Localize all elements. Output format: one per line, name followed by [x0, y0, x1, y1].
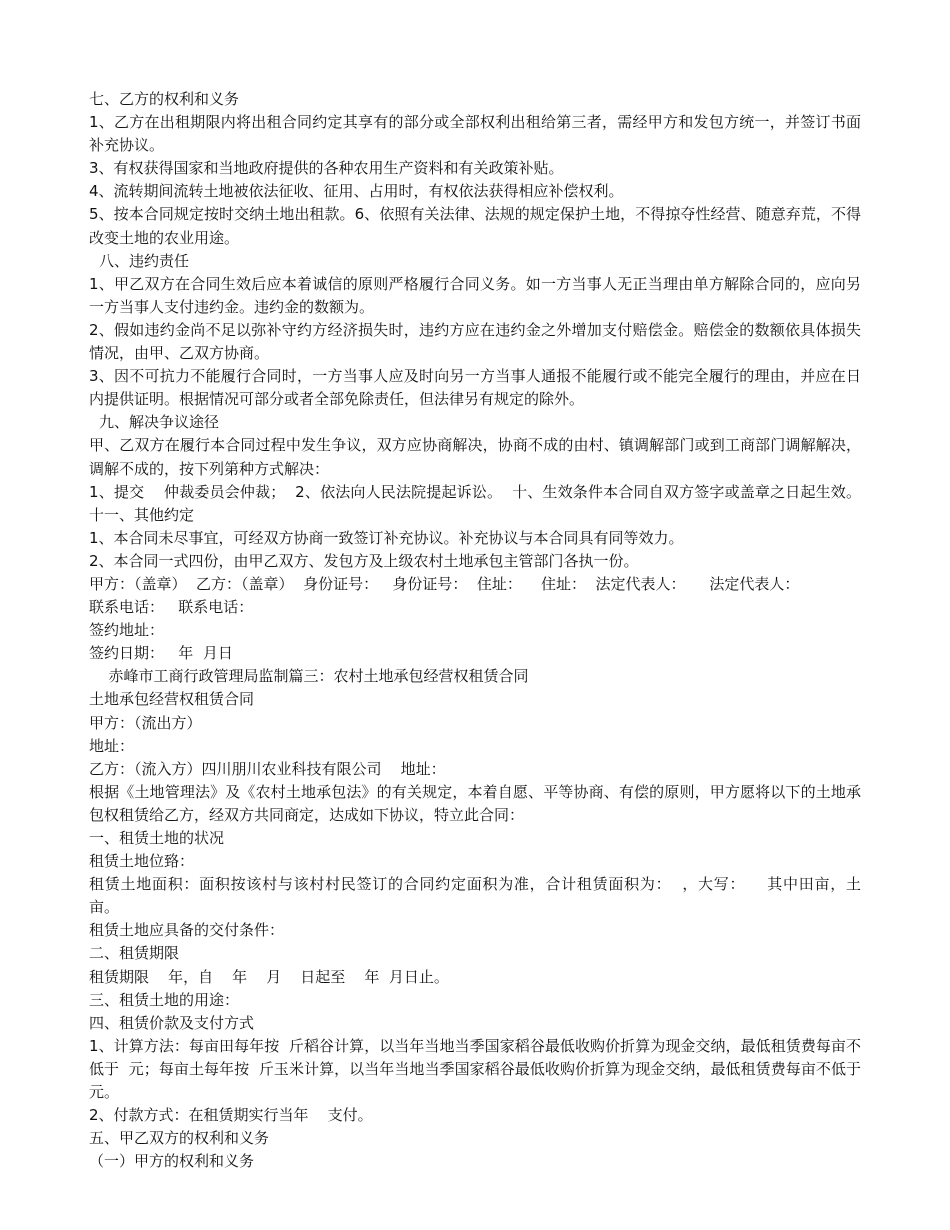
line-17: 签约地址：: [89, 621, 165, 640]
line-21: 甲方：（流出方）: [89, 713, 202, 732]
line-15: 甲方：（盖章） 乙方：（盖章） 身份证号： 身份证号： 住址： 住址： 法定代表人： 法定代表人：: [89, 574, 800, 593]
line-8: 2、假如违约金尚不足以弥补守约方经济损失时，违约方应在违约金之外增加支付赔偿金。赔偿金的数额依具体损失情况，由甲、乙双方协商。: [89, 320, 861, 363]
line-18: 签约日期： 年 月日: [89, 644, 233, 663]
line-22: 地址：: [89, 736, 135, 755]
line-2: 1、乙方在出租期限内将出租合同约定其享有的部分或全部权利出租给第三者，需经甲方和发包方统一，并签订书面补充协议。: [89, 113, 861, 155]
line-6: 八、违约责任: [99, 251, 190, 270]
line-20: 土地承包经营权租赁合同: [89, 690, 255, 709]
line-3: 3、有权获得国家和当地政府提供的各种农用生产资料和有关政策补贴。: [89, 159, 564, 178]
line-24: 根据《土地管理法》及《农村土地承包法》的有关规定，本着自愿、平等协商、有偿的原则，甲方愿将以下的土地承包权租赁给乙方，经双方共同商定，达成如下协议，特立此合同：: [89, 782, 861, 824]
line-29: 二、租赁期限: [89, 944, 180, 963]
line-4: 4、流转期间流转土地被依法征收、征用、占用时，有权依法获得相应补偿权利。: [89, 182, 624, 201]
line-16: 联系电话： 联系电话：: [89, 598, 254, 617]
line-7: 1、甲乙双方在合同生效后应本着诚信的原则严格履行合同义务。如一方当事人无正当理由单方解除合同的，应向另一方当事人支付违约金。违约金的数额为。: [89, 274, 861, 316]
line-28: 租赁土地应具备的交付条件：: [89, 921, 285, 940]
line-12: 1、提交 仲裁委员会仲裁； 2、依法向人民法院提起诉讼。 十、生效条件本合同自双方签字或盖章之日起生效。 十一、其他约定: [89, 482, 871, 524]
line-9: 3、因不可抗力不能履行合同时，一方当事人应及时向另一方当事人通报不能履行或不能完全履行的理由，并应在日内提供证明。根据情况可部分或者全部免除责任，但法律另有规定的除外。: [89, 367, 861, 409]
line-25: 一、租赁土地的状况: [89, 829, 225, 847]
document-body: [89, 88, 871, 1173]
line-32: 四、租赁价款及支付方式: [89, 1013, 255, 1032]
line-5: 5、按本合同规定按时交纳土地出租款。6、依照有关法律、法规的规定保护土地，不得掠夺性经营、随意弃荒，不得改变土地的农业用途。: [89, 205, 861, 247]
line-30: 租赁期限 年，自 年 月 日起至 年 月日止。: [89, 967, 449, 986]
line-34: 2、付款方式：在租赁期实行当年 支付。: [89, 1106, 373, 1125]
line-14: 2、本合同一式四份，由甲乙双方、发包方及上级农村土地承包主管部门各执一份。: [89, 551, 639, 570]
line-10: 九、解决争议途径: [99, 413, 220, 432]
line-11: 甲、乙双方在履行本合同过程中发生争议，双方应协商解决，协商不成的由村、镇调解部门或到工商部门调解解决，调解不成的，按下列第种方式解决：: [89, 436, 861, 478]
line-27: 租赁土地面积：面积按该村与该村村民签订的合同约定面积为准，合计租赁面积为： ，大写： 其中田亩，土 亩。: [89, 875, 871, 917]
line-33: 1、计算方法：每亩田每年按 斤稻谷计算，以当年当地当季国家稻谷最低收购价折算为现金交纳，最低租赁费每亩不低于 元；每亩土每年按 斤玉米计算，以当年当地当季国家稻谷最低收购价折算为现金交纳，最低租赁费每亩不低于 元。: [89, 1036, 871, 1102]
line-36: （一）甲方的权利和义务: [89, 1152, 255, 1171]
line-35: 五、甲乙双方的权利和义务: [89, 1129, 270, 1148]
line-13: 1、本合同未尽事宜，可经双方协商一致签订补充协议。补充协议与本合同具有同等效力。: [89, 528, 684, 547]
line-31: 三、租赁土地的用途：: [89, 990, 240, 1009]
line-26: 租赁土地位臵：: [89, 852, 195, 871]
line-23: 乙方：（流入方）四川朋川农业科技有限公司 地址：: [89, 759, 446, 778]
line-1: 七、乙方的权利和义务: [89, 90, 240, 108]
line-19: 赤峰市工商行政管理局监制篇三：农村土地承包经营权租赁合同: [99, 667, 529, 686]
